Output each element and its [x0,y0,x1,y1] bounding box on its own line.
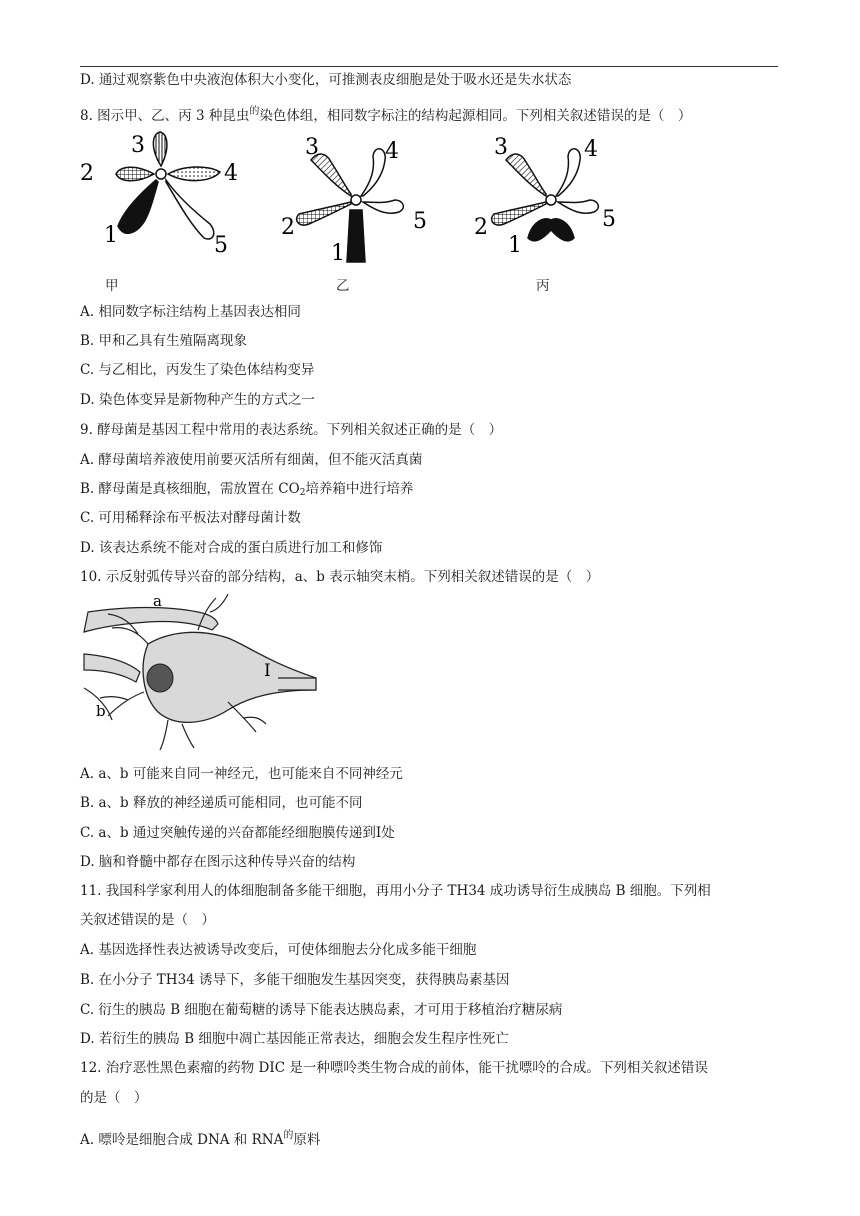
svg-text:5: 5 [413,209,427,234]
svg-text:1: 1 [104,223,118,248]
chromosome-set-bing [474,135,616,258]
svg-text:5: 5 [214,233,228,258]
chromosome-set-yi [281,135,427,266]
svg-text:1: 1 [331,241,345,266]
q10-option-a: A. a、b 可能来自同一神经元，也可能来自不同神经元 [80,766,403,782]
svg-text:5: 5 [602,207,616,232]
chromosome-set-jia [80,132,238,258]
q9-option-b: B. 酵母菌是真核细胞，需放置在 $CO_2$培养箱中进行培养 [80,481,414,498]
q8-stem: 8. 图示甲、乙、丙 3 种昆虫$^的$染色体组，相同数字标注的结构起源相同。下列相关叙述错误的是（ ） [80,106,692,124]
svg-text:2: 2 [474,215,488,240]
svg-text:1: 1 [508,233,522,258]
q11-option-a: A. 基因选择性表达被诱导改变后，可使体细胞去分化成多能干细胞 [80,942,477,958]
svg-text:4: 4 [584,137,598,162]
q10-option-d: D. 脑和脊髓中都存在图示这种传导兴奋的结构 [80,854,356,870]
q8-option-c: C. 与乙相比，丙发生了染色体结构变异 [80,362,315,378]
q9-option-d: D. 该表达系统不能对合成的蛋白质进行加工和修饰 [80,540,383,556]
figure-label-bing: 丙 [536,278,550,294]
q8-option-d: D. 染色体变异是新物种产生的方式之一 [80,392,315,408]
figure-label-jia: 甲 [105,278,119,294]
svg-text:b: b [96,702,106,720]
figure-label-yi: 乙 [336,278,350,294]
q11-stem-line1: 11. 我国科学家利用人的体细胞制备多能干细胞，再用小分子 TH34 成功诱导衍生成胰岛 B 细胞。下列相 [80,883,711,899]
q12-option-a: A. 嘌呤是细胞合成 DNA 和 $RNA^的$原料 [80,1130,321,1148]
q9-stem: 9. 酵母菌是基因工程中常用的表达系统。下列相关叙述正确的是（ ） [80,422,503,438]
svg-text:2: 2 [80,161,94,186]
q11-stem-line2: 关叙述错误的是（ ） [80,912,215,928]
svg-text:3: 3 [305,135,319,160]
svg-text:a: a [153,592,162,610]
q11-option-d: D. 若衍生的胰岛 B 细胞中凋亡基因能正常表达，细胞会发生程序性死亡 [80,1031,509,1047]
chromosome-figure [80,130,640,270]
svg-text:3: 3 [131,133,145,158]
q11-option-b: B. 在小分子 TH34 诱导下，多能干细胞发生基因突变，获得胰岛素基因 [80,972,510,988]
q9-option-a: A. 酵母菌培养液使用前要灭活所有细菌，但不能灭活真菌 [80,452,423,468]
svg-text:I: I [264,661,271,681]
svg-text:3: 3 [494,135,508,160]
q9-option-c: C. 可用稀释涂布平板法对酵母菌计数 [80,510,301,526]
q10-stem: 10. 示反射弧传导兴奋的部分结构，a、b 表示轴突末梢。下列相关叙述错误的是（ ） [80,569,600,585]
q7-option-d: D. 通过观察紫色中央液泡体积大小变化，可推测表皮细胞是处于吸水还是失水状态 [80,72,572,88]
svg-text:4: 4 [224,161,238,186]
q10-option-c: C. a、b 通过突触传递的兴奋都能经细胞膜传递到Ⅰ处 [80,825,395,841]
neuron-figure [78,592,338,752]
q8-option-a: A. 相同数字标注结构上基因表达相同 [80,304,301,320]
svg-text:2: 2 [281,215,295,240]
q12-stem-line2: 的是（ ） [80,1090,148,1106]
header-rule [80,66,778,67]
q10-option-b: B. a、b 释放的神经递质可能相同，也可能不同 [80,795,363,811]
q11-option-c: C. 衍生的胰岛 B 细胞在葡萄糖的诱导下能表达胰岛素，才可用于移植治疗糖尿病 [80,1002,563,1018]
svg-text:4: 4 [385,139,399,164]
q8-option-b: B. 甲和乙具有生殖隔离现象 [80,333,248,349]
q12-stem-line1: 12. 治疗恶性黑色素瘤的药物 DIC 是一种嘌呤类生物合成的前体，能干扰嘌呤的合成。下列相关叙述错误 [80,1060,708,1076]
